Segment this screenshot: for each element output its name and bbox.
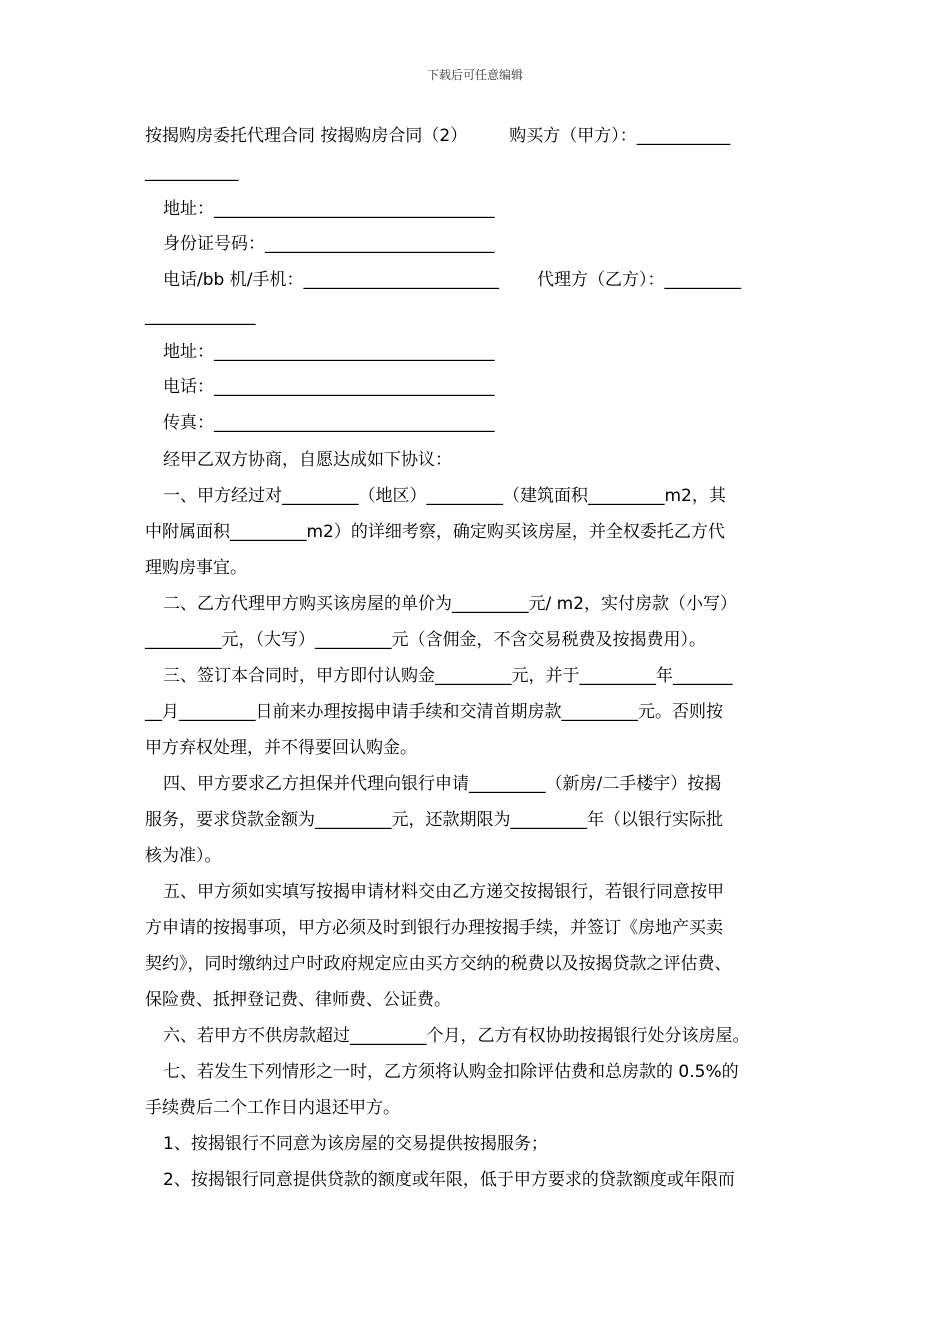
clause-5-line: 保险费、抵押登记费、律师费、公证费。 — [145, 990, 451, 1010]
buyer-phone-label: 电话/bb 机/手机：_______________________ — [163, 270, 499, 290]
agreement-intro: 经甲乙双方协商，自愿达成如下协议： — [163, 450, 452, 470]
clause-4-line: 核为准）。 — [145, 846, 222, 866]
title-line — [145, 124, 810, 148]
buyer-id-line: 身份证号码：___________________________ — [163, 234, 495, 254]
clause-5-line: 方申请的按揭事项，甲方必须及时到银行办理按揭手续，并签订《房地产买卖 — [145, 918, 723, 938]
clause-2-line: 二、乙方代理甲方购买该房屋的单价为_________元/ m2，实付房款（小写） — [163, 594, 738, 614]
clause-5-line: 契约》，同时缴纳过户时政府规定应由买方交纳的税费以及按揭贷款之评估费、 — [145, 954, 732, 974]
clause-7-item-2: 2、按揭银行同意提供贷款的额度或年限，低于甲方要求的贷款额度或年限而 — [163, 1170, 735, 1190]
clause-7-item-1: 1、按揭银行不同意为该房屋的交易提供按揭服务； — [163, 1134, 548, 1154]
clause-7-line: 手续费后二个工作日内退还甲方。 — [145, 1098, 400, 1118]
agent-party-label: 代理方（乙方）：_________ — [536, 270, 741, 290]
clause-1-line: 一、甲方经过对_________（地区）_________（建筑面积_________m2，其 — [163, 486, 726, 506]
clause-2-line: _________元，（大写）_________元（含佣金，不含交易税费及按揭费用）。 — [145, 630, 706, 650]
buyer-party-label: 购买方（甲方）：___________ — [509, 126, 731, 146]
clause-1-line: 中附属面积_________m2）的详细考察，确定购买该房屋，并全权委托乙方代 — [145, 522, 725, 542]
clause-6-line: 六、若甲方不供房款超过_________个月，乙方有权协助按揭银行处分该房屋。 — [163, 1026, 750, 1046]
buyer-address-line: 地址：_________________________________ — [163, 199, 495, 219]
agent-fax-line: 传真：_________________________________ — [163, 413, 495, 433]
buyer-phone-line — [163, 268, 810, 292]
clause-4-line: 服务，要求贷款金额为_________元，还款期限为_________年（以银行实际批 — [145, 810, 723, 830]
page-header: 下载后可任意编辑 — [426, 68, 523, 82]
clause-1-line: 理购房事宜。 — [145, 558, 247, 578]
agent-phone-line: 电话：_________________________________ — [163, 377, 495, 397]
clause-7-line: 七、若发生下列情形之一时，乙方须将认购金扣除评估费和总房款的 0.5%的 — [163, 1062, 739, 1082]
text-line: _____________ — [145, 306, 256, 326]
clause-3-line: __月_________日前来办理按揭申请手续和交清首期房款_________元。否则按 — [145, 702, 723, 722]
text-line: ___________ — [145, 162, 239, 182]
clause-4-line: 四、甲方要求乙方担保并代理向银行申请_________（新房/二手楼宇）按揭 — [163, 774, 722, 794]
clause-3-line: 甲方弃权处理，并不得要回认购金。 — [145, 738, 417, 758]
contract-title: 按揭购房委托代理合同 按揭购房合同（2） — [145, 126, 468, 146]
clause-3-line: 三、签订本合同时，甲方即付认购金_________元，并于_________年_______ — [163, 666, 733, 686]
clause-5-line: 五、甲方须如实填写按揭申请材料交由乙方递交按揭银行，若银行同意按甲 — [163, 882, 724, 902]
agent-address-line: 地址：_________________________________ — [163, 342, 495, 362]
